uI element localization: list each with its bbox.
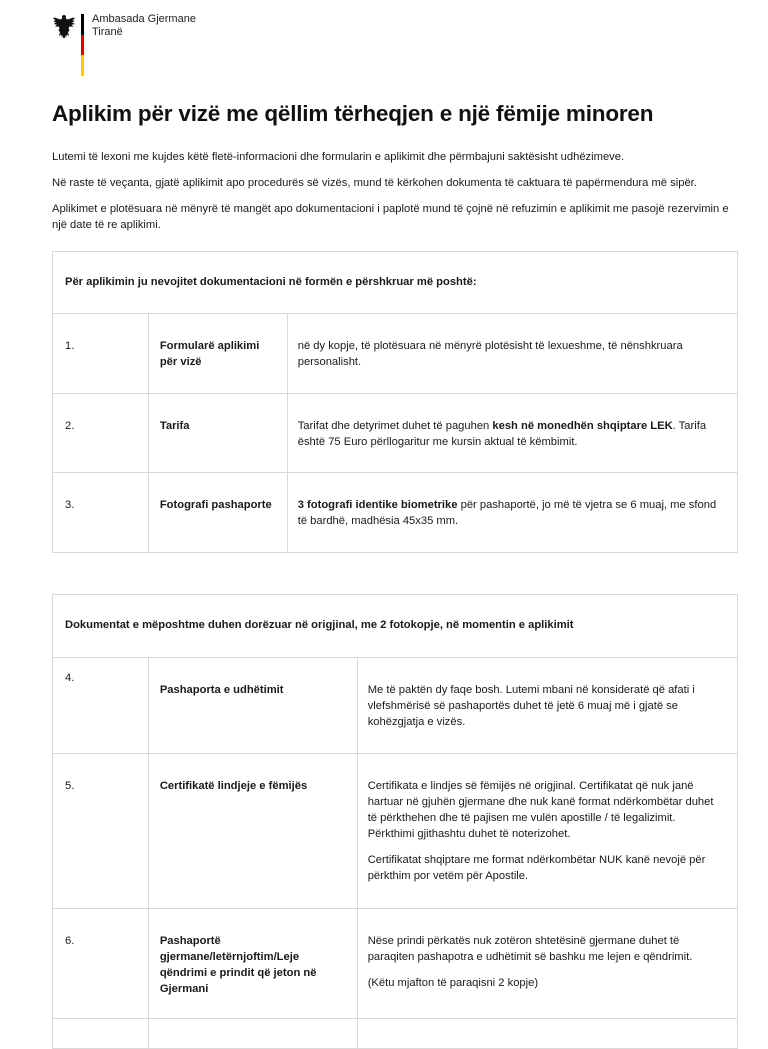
desc-paragraph: Certifikatat shqiptare me format ndërkombëtar NUK kanë nevojë për përkthim por vetëm për Apostile.	[367, 854, 706, 882]
table-header-row	[53, 595, 738, 658]
row-number: 4.	[53, 658, 149, 754]
row-description: në dy kopje, të plotësuara në mënyrë plotësisht të lexueshme, të nënshkruara personalisht.	[287, 314, 737, 394]
table-row	[53, 473, 738, 553]
row-label: Certifikatë lindjeje e fëmijës	[148, 754, 357, 909]
intro-paragraph-1: Lutemi të lexoni me kujdes këtë fletë-informacioni dhe formularin e aplikimit dhe përmbajuni saktësisht udhëzimeve.	[52, 151, 625, 163]
org-name	[92, 13, 196, 39]
row-label: Pashaportë gjermane/letërnjoftim/Leje qëndrimi e prindit që jeton në Gjermani	[148, 909, 357, 1019]
row-description	[357, 909, 737, 1019]
row-label: Tarifa	[148, 394, 287, 473]
desc-text: Tarifat dhe detyrimet duhet të paguhen	[297, 420, 493, 432]
page-title: Aplikim për vizë me qëllim tërheqjen e një fëmije minoren	[52, 101, 654, 126]
desc-bold-text: kesh në monedhën shqiptare LEK	[492, 420, 673, 432]
row-description	[287, 473, 737, 553]
row-number: 1.	[53, 314, 149, 394]
intro-paragraph-2: Në raste të veçanta, gjatë aplikimit apo procedurës së vizës, mund të kërkohen dokumenta të caktuara të papërmendura më sipër.	[52, 177, 697, 189]
table-row	[53, 1019, 738, 1049]
table-row	[53, 314, 738, 394]
row-label: Formularë aplikimi për vizë	[148, 314, 287, 394]
desc-bold-text: 3 fotografi identike biometrike	[297, 499, 458, 511]
table-header-row	[53, 252, 738, 314]
table-header: Dokumentat e mëposhtme duhen dorëzuar në origjinal, me 2 fotokopje, në momentin e aplikimit	[53, 595, 738, 658]
row-label: Fotografi pashaporte	[148, 473, 287, 553]
row-description	[287, 394, 737, 473]
table-row	[53, 754, 738, 909]
row-description: Me të paktën dy faqe bosh. Lutemi mbani në konsideratë që afati i vlefshmërisë së pashaportës duhet të jetë 6 muaj më i gjatë se kohëzgjatja e vizës.	[357, 658, 737, 754]
org-line-2: Tiranë	[92, 26, 123, 38]
original-documents-table	[52, 594, 738, 1049]
row-number: 5.	[53, 754, 149, 909]
flag-stripe	[81, 14, 84, 76]
intro-text	[52, 149, 732, 243]
table-header: Për aplikimin ju nevojitet dokumentacioni në formën e përshkruar më poshtë:	[53, 252, 738, 314]
federal-eagle-icon	[52, 13, 76, 41]
table-row	[53, 909, 738, 1019]
required-documents-table	[52, 251, 738, 553]
row-label: Pashaporta e udhëtimit	[148, 658, 357, 754]
row-number: 6.	[53, 909, 149, 1019]
org-line-1: Ambasada Gjermane	[92, 13, 196, 25]
desc-paragraph: Nëse prindi përkatës nuk zotëron shtetësinë gjermane duhet të paraqiten pashapotra e udhëtimit së bashku me lejen e qëndrimit.	[367, 935, 693, 963]
desc-paragraph: Certifikata e lindjes së fëmijës në origjinal. Certifikatat që nuk janë hartuar në gjuhën gjermane dhe nuk kanë format ndërkombëtar duhet të përkthehen dhe të pajisen me vulën apostille / të legalizimit. Përkthimi gjithashtu duhet të noterizohet.	[367, 780, 714, 840]
row-number: 3.	[53, 473, 149, 553]
row-number: 2.	[53, 394, 149, 473]
desc-text: për pashaportë, jo më të vjetra se 6 muaj, me sfond të bardhë, madhësia 45x35 mm.	[297, 499, 717, 527]
desc-paragraph: (Këtu mjafton të paraqisni 2 kopje)	[367, 977, 539, 989]
intro-paragraph-3: Aplikimet e plotësuara në mënyrë të mangët apo dokumentacioni i paplotë mund të çojnë në refuzimin e aplikimit me pasojë rezervimin e një date të re aplikimi.	[52, 203, 729, 231]
table-row	[53, 658, 738, 754]
row-description	[357, 754, 737, 909]
desc-text: . Tarifa është 75 Euro përllogaritur me kursin aktual të këmbimit.	[297, 420, 707, 448]
table-row	[53, 394, 738, 473]
